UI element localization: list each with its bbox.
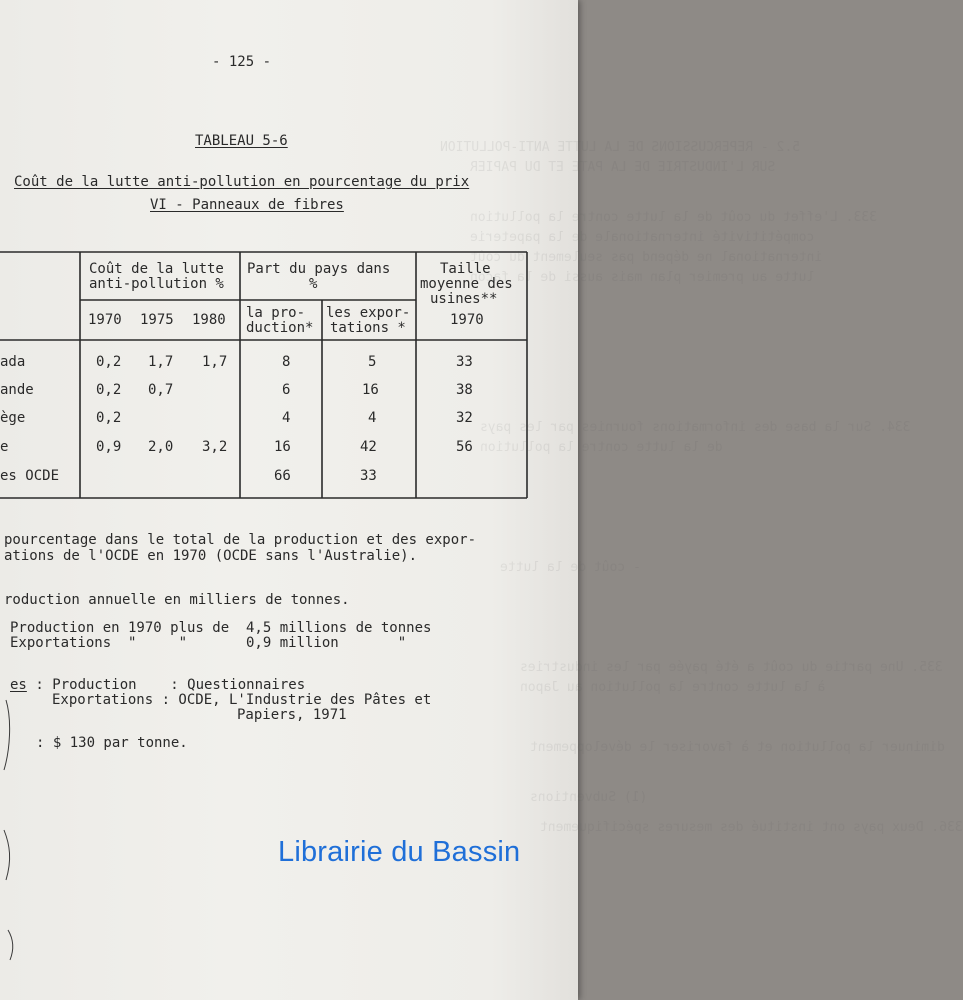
row-plant-size: 56: [456, 439, 473, 455]
header-exports-line2: tations *: [330, 320, 406, 336]
row-production: 6: [282, 382, 291, 398]
row-production: 66: [274, 468, 291, 484]
header-year-1980: 1980: [192, 312, 226, 328]
row-exports: 42: [360, 439, 377, 455]
row-cost-1970: 0,9: [96, 439, 122, 455]
row-cost-1975: 2,0: [148, 439, 174, 455]
header-share-line1: Part du pays dans: [247, 261, 391, 277]
row-cost-1970: 0,2: [96, 354, 122, 370]
sources-label: es: [10, 677, 27, 693]
row-exports: 4: [368, 410, 377, 426]
row-country: e: [0, 439, 9, 455]
sources-line2: Exportations : OCDE, L'Industrie des Pâtes et: [52, 692, 432, 708]
row-cost-1980: 3,2: [202, 439, 228, 455]
row-plant-size: 32: [456, 410, 473, 426]
sources-line1: : Production : Questionnaires: [27, 677, 306, 693]
header-exports-line1: les expor-: [326, 305, 411, 321]
row-country: ande: [0, 382, 34, 398]
header-production-line1: la pro-: [246, 305, 306, 321]
note-2: roduction annuelle en milliers de tonnes.: [4, 592, 350, 608]
note-1-line2: ations de l'OCDE en 1970 (OCDE sans l'Australie).: [4, 548, 418, 564]
row-production: 4: [282, 410, 291, 426]
header-production-line2: duction*: [246, 320, 314, 336]
header-size-line1: Taille: [440, 261, 491, 277]
header-size-year: 1970: [450, 312, 484, 328]
header-size-line3: usines**: [430, 291, 498, 307]
header-cost-line2: anti-pollution %: [89, 276, 224, 292]
table-title-line2: VI - Panneaux de fibres: [150, 197, 344, 213]
row-country: ège: [0, 410, 26, 426]
table-number: TABLEAU 5-6: [195, 133, 288, 149]
row-cost-1975: 1,7: [148, 354, 174, 370]
row-cost-1970: 0,2: [96, 410, 122, 426]
header-year-1970: 1970: [88, 312, 122, 328]
row-cost-1970: 0,2: [96, 382, 122, 398]
note-3-line1: Production en 1970 plus de 4,5 millions de tonnes: [10, 620, 432, 636]
pencil-marks: [4, 700, 13, 960]
row-cost-1980: 1,7: [202, 354, 228, 370]
price-note: : $ 130 par tonne.: [36, 735, 188, 751]
row-plant-size: 33: [456, 354, 473, 370]
header-cost-line1: Coût de la lutte: [89, 261, 224, 277]
header-share-line2: %: [309, 276, 318, 292]
note-1-line1: pourcentage dans le total de la production et des expor-: [4, 532, 477, 548]
sources-line3: Papiers, 1971: [237, 707, 347, 723]
header-size-line2: moyenne des: [420, 276, 513, 292]
row-exports: 5: [368, 354, 377, 370]
row-plant-size: 38: [456, 382, 473, 398]
row-production: 16: [274, 439, 291, 455]
table-title-line1: Coût de la lutte anti-pollution en pourcentage du prix: [14, 174, 470, 190]
bookseller-watermark: Librairie du Bassin: [278, 836, 521, 868]
bleed-through-layer: 5.2 - REPERCUSSIONS DE LA LUTTE ANTI-POLLUTION SUR L'INDUSTRIE DE LA PATE ET DU PAPIER 333. L'effet du coût de la lutte contre la pollution compétitivité internationale de la papeterie international ne dépend pas seulement du coût lutte au premier plan mais aussi de la facon 334. Sur la base des informations fournies par les pays de la lutte contre la pollution - coût de la lutte 335. Une partie du coût a été payée par les industries à la lutte contre la pollution au Japon diminuer la pollution et à favoriser le développement (1) Subventions 336. Deux pays ont institué des mesures spécifiquement: [440, 140, 963, 835]
row-production: 8: [282, 354, 291, 370]
row-exports: 16: [362, 382, 379, 398]
row-country: ada: [0, 354, 26, 370]
page-number: - 125 -: [212, 54, 272, 70]
row-country: es OCDE: [0, 468, 60, 484]
note-3-line2: Exportations " " 0,9 million ": [10, 635, 407, 651]
row-exports: 33: [360, 468, 377, 484]
row-cost-1975: 0,7: [148, 382, 174, 398]
header-year-1975: 1975: [140, 312, 174, 328]
